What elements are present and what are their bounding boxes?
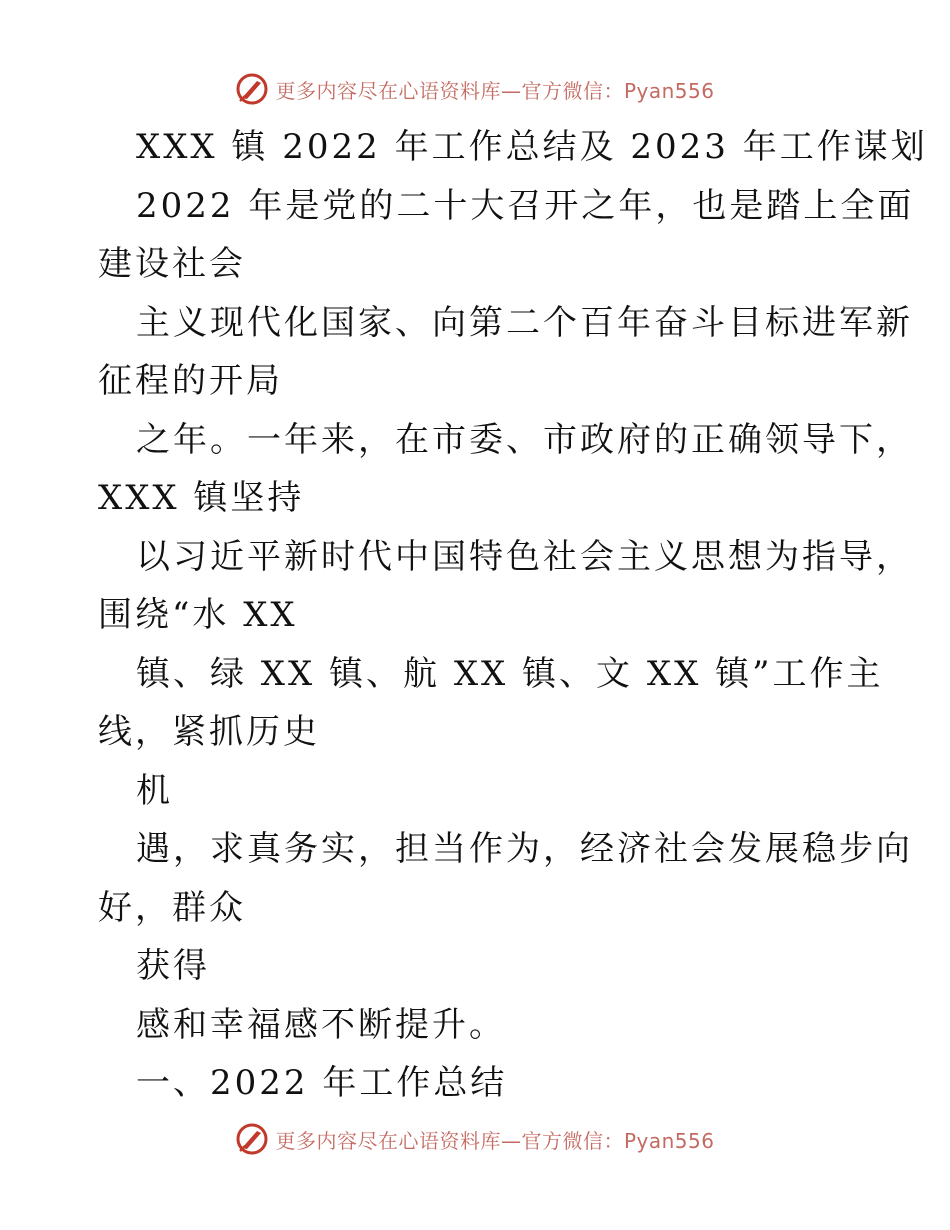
banner-text: 更多内容尽在心语资料库—官方微信：Pyan556 xyxy=(275,1128,715,1153)
header-banner xyxy=(0,72,950,106)
quill-seal-logo-icon xyxy=(235,1122,269,1156)
paragraph-line: 2022 年是党的二十大召开之年，也是踏上全面 xyxy=(136,185,915,226)
paragraph-line: 以习近平新时代中国特色社会主义思想为指导， xyxy=(136,536,913,577)
paragraph-line: 感和幸福感不断提升。 xyxy=(136,1004,506,1045)
quill-seal-logo-icon xyxy=(235,72,269,106)
footer-banner xyxy=(0,1122,950,1156)
document-title: XXX 镇 2022 年工作总结及 2023 年工作谋划 xyxy=(136,127,928,167)
paragraph-line: 好，群众 xyxy=(98,887,246,928)
paragraph-line: 机 xyxy=(136,770,173,811)
paragraph-line: 征程的开局 xyxy=(98,361,283,401)
paragraph-line: 遇，求真务实，担当作为，经济社会发展稳步向 xyxy=(136,829,913,869)
paragraph-line: XXX 镇坚持 xyxy=(98,478,305,518)
document-body xyxy=(0,118,950,1113)
paragraph-line: 主义现代化国家、向第二个百年奋斗目标进军新 xyxy=(136,302,913,343)
paragraph-line: 获得 xyxy=(136,946,210,986)
paragraph-line: 镇、绿 XX 镇、航 XX 镇、文 XX 镇”工作主 xyxy=(136,653,884,694)
banner-text: 更多内容尽在心语资料库—官方微信：Pyan556 xyxy=(275,78,715,103)
section-heading: 一、2022 年工作总结 xyxy=(136,1063,508,1103)
paragraph-line: 线，紧抓历史 xyxy=(98,712,320,752)
paragraph-line: 之年。一年来，在市委、市政府的正确领导下， xyxy=(136,419,913,460)
paragraph-line: 建设社会 xyxy=(98,244,246,284)
paragraph-line: 围绕“水 XX xyxy=(98,595,298,635)
